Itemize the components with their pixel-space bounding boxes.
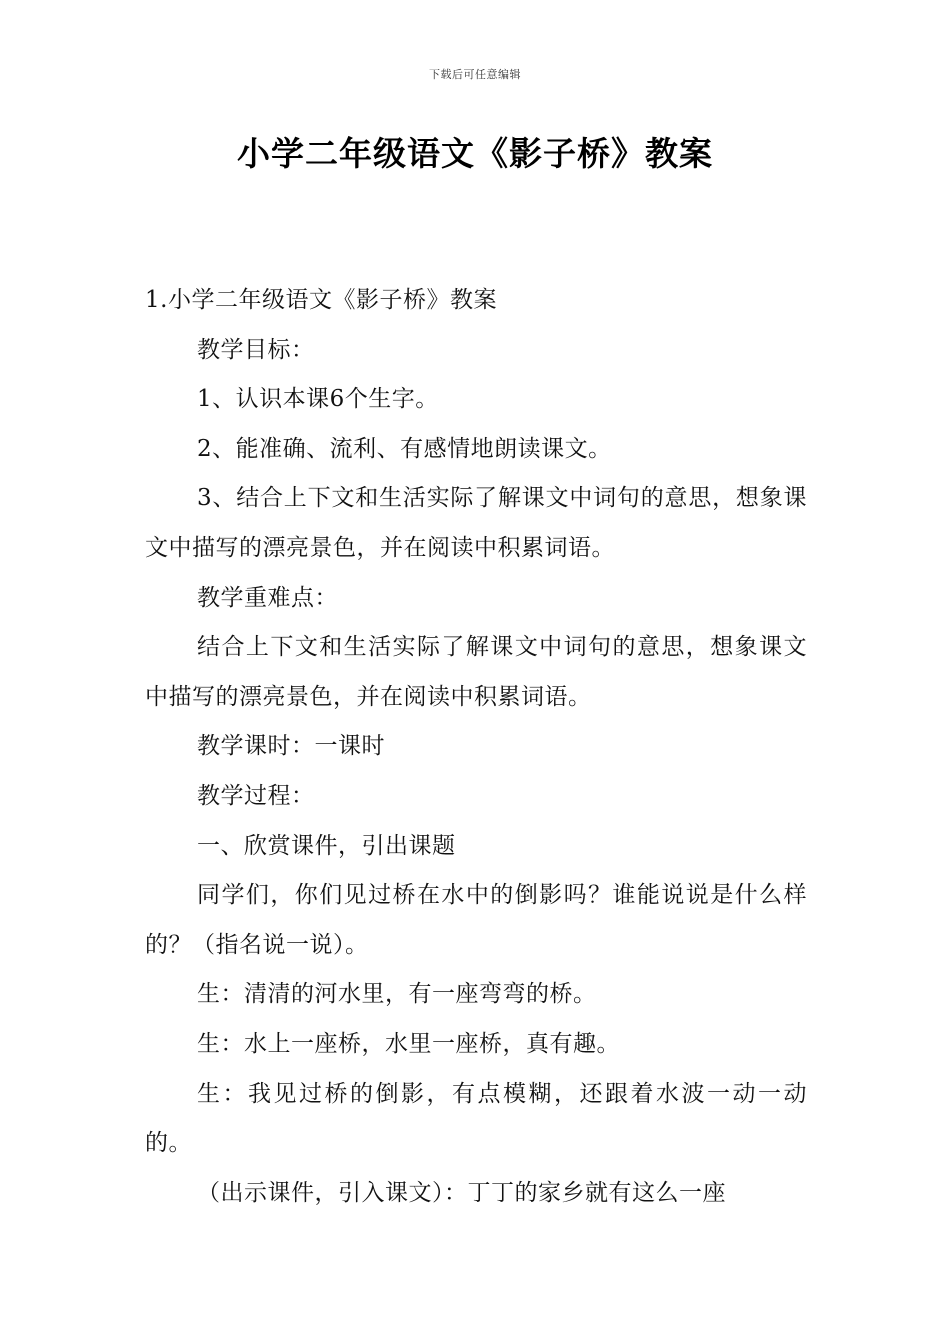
paragraph-courseware-intro: （出示课件，引入课文）：丁丁的家乡就有这么一座 [197,1179,726,1206]
paragraph-student-answer-2: 生：水上一座桥，水里一座桥，真有趣。 [197,1030,620,1057]
paragraph-step-1-heading: 一、欣赏课件，引出课题 [197,832,456,859]
paragraph-teacher-question: 同学们，你们见过桥在水中的倒影吗？谁能说说是什么样的？（指名说一说）。 [145,882,807,958]
document-body [145,276,807,1218]
paragraph-student-answer-1: 生：清清的河水里，有一座弯弯的桥。 [197,981,597,1008]
section-heading: 1.小学二年级语文《影子桥》教案 [145,287,497,313]
paragraph-teaching-goals-heading: 教学目标： [197,336,315,363]
paragraph-key-points: 结合上下文和生活实际了解课文中词句的意思，想象课文中描写的漂亮景色，并在阅读中积累词语。 [145,634,807,710]
paragraph-class-hours: 教学课时：一课时 [197,733,385,760]
paragraph-goal-3: 3、结合上下文和生活实际了解课文中词句的意思，想象课文中描写的漂亮景色，并在阅读中积累词语。 [145,485,807,561]
paragraph-goal-2: 2、能准确、流利、有感情地朗读课文。 [197,435,612,462]
document-title: 小学二年级语文《影子桥》教案 [237,134,713,173]
paragraph-process-heading: 教学过程： [197,782,315,809]
header-note: 下载后可任意编辑 [429,68,521,81]
paragraph-key-points-heading: 教学重难点： [197,584,338,611]
paragraph-goal-1: 1、认识本课6个生字。 [197,386,439,413]
paragraph-student-answer-3: 生：我见过桥的倒影，有点模糊，还跟着水波一动一动的。 [145,1080,807,1157]
